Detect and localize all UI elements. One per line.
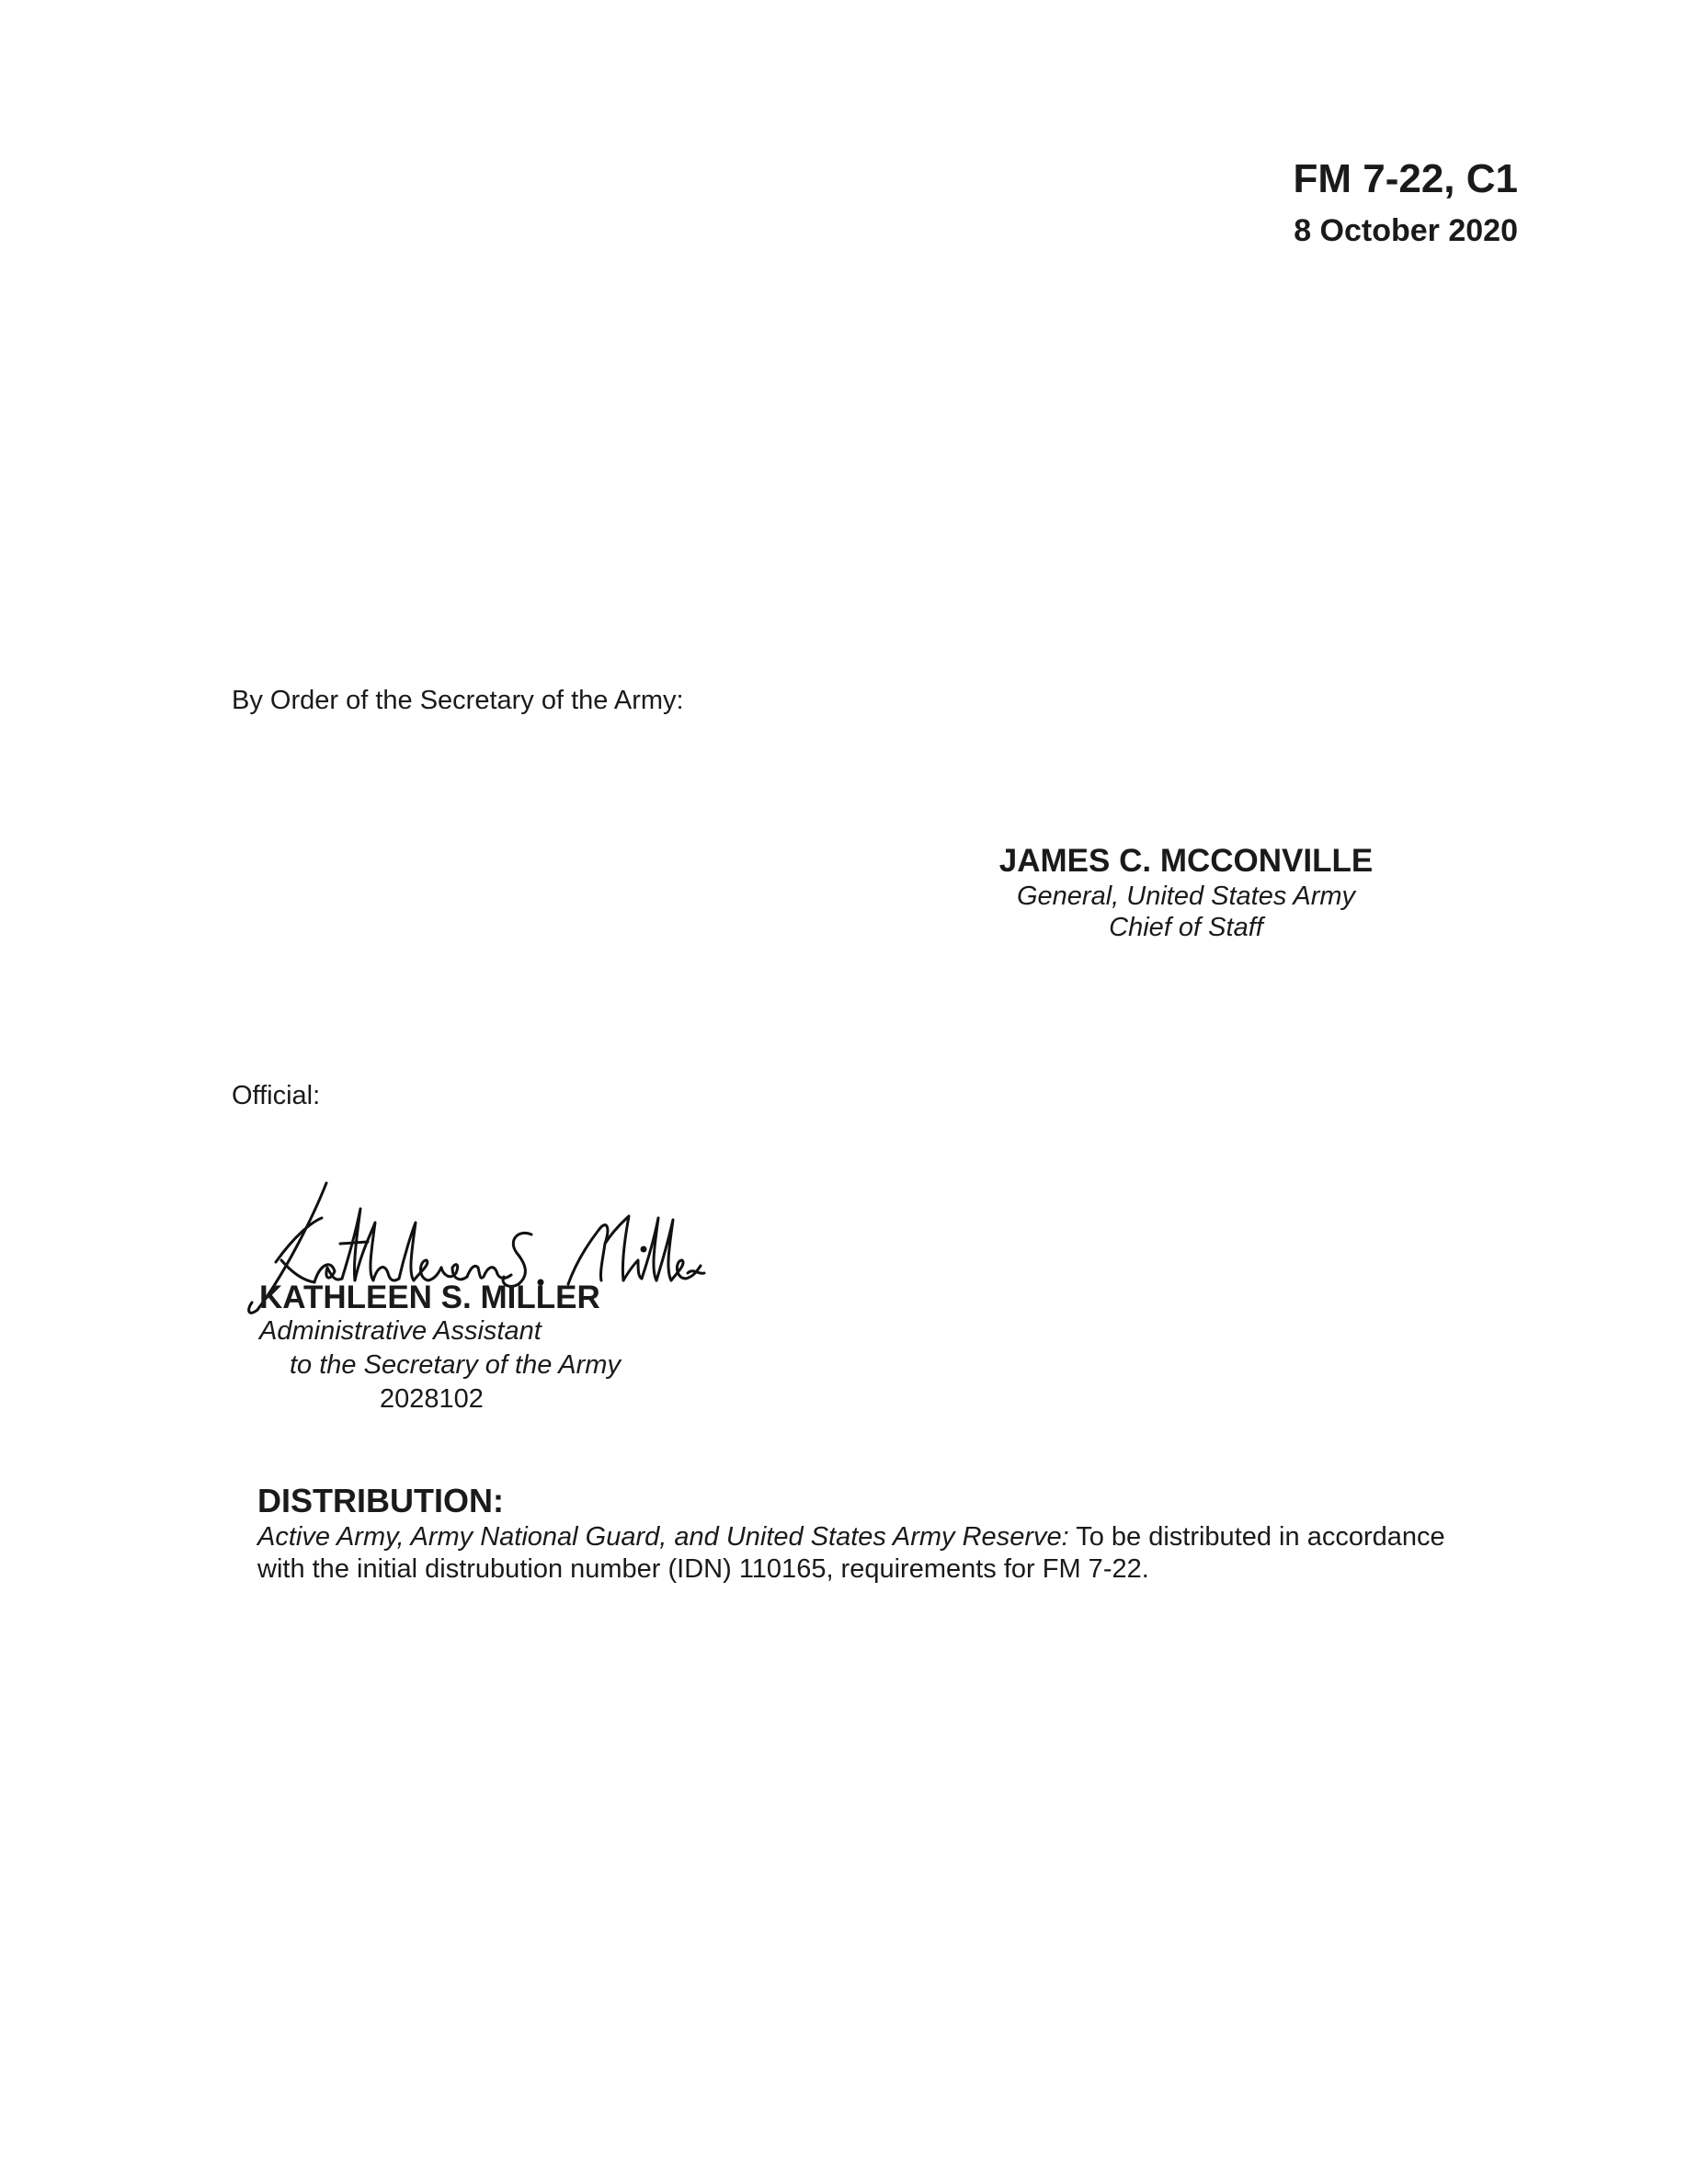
- official-label: Official:: [232, 1081, 321, 1110]
- distribution-text: [257, 1521, 1453, 1586]
- distribution-lead: Active Army, Army National Guard, and United States Army Reserve:: [257, 1522, 1069, 1552]
- chief-of-staff-block: [956, 842, 1416, 943]
- chief-of-staff-rank: General, United States Army: [1016, 882, 1356, 911]
- document-date: 8 October 2020: [1294, 213, 1518, 248]
- document-number: FM 7-22, C1: [1293, 156, 1518, 201]
- distribution-heading: DISTRIBUTION:: [257, 1482, 504, 1519]
- chief-of-staff-position: Chief of Staff: [1109, 913, 1263, 942]
- official-title-line2: to the Secretary of the Army: [290, 1350, 621, 1380]
- official-number: 2028102: [380, 1384, 484, 1414]
- by-order-line: By Order of the Secretary of the Army:: [232, 686, 684, 715]
- official-title-line1: Administrative Assistant: [259, 1316, 542, 1346]
- distribution-body: To be distributed in accordance with the initial distrubution number (IDN) 110165, requirements for FM 7-22.: [257, 1522, 1445, 1584]
- chief-of-staff-name: JAMES C. MCCONVILLE: [998, 843, 1374, 879]
- official-name: KATHLEEN S. MILLER: [259, 1280, 600, 1315]
